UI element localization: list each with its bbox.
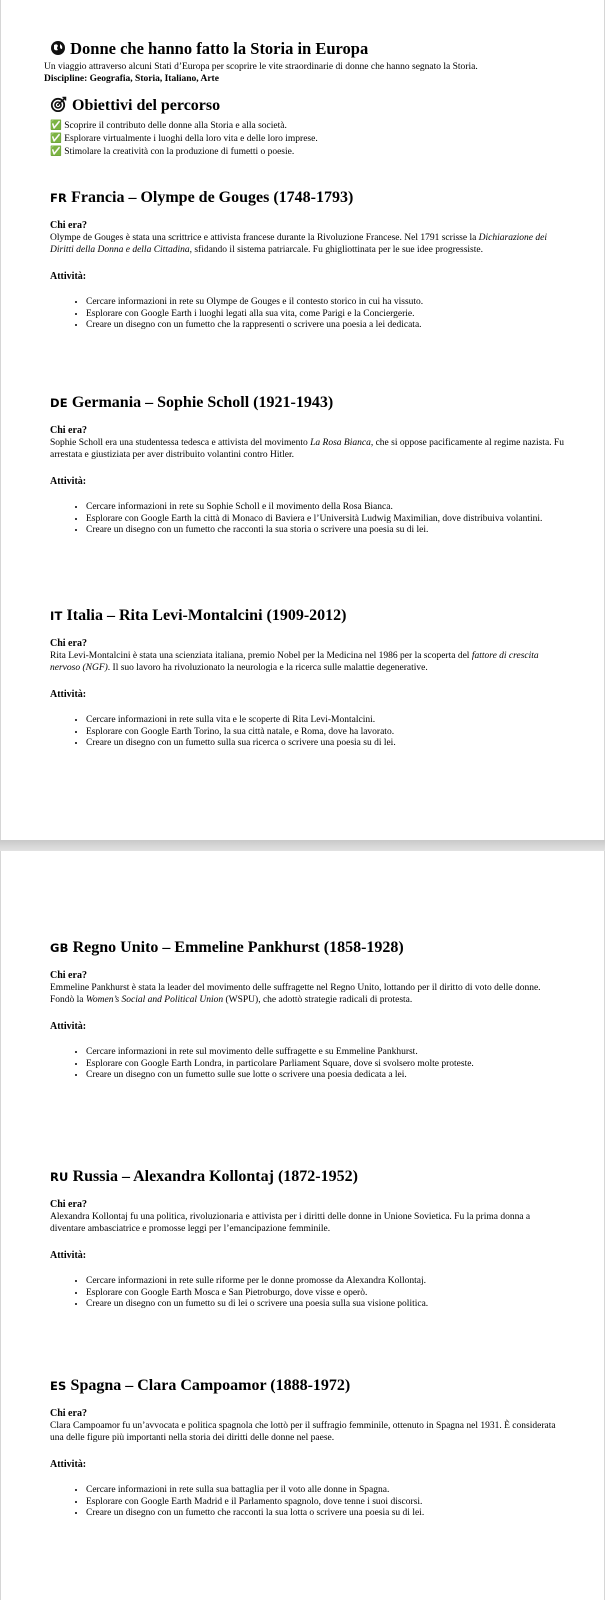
activity-item: • Cercare informazioni in rete sulla vita e le scoperte di Rita Levi-Montalcini. — [86, 715, 564, 727]
activities-list — [50, 502, 564, 537]
activities-label: Attività: — [50, 1250, 87, 1261]
page-title — [50, 39, 564, 60]
bio-text — [50, 437, 564, 461]
activity-item: • Creare un disegno con un fumetto su di lei o scrivere una poesia sulla sua visione politica. — [86, 1299, 564, 1311]
who-label: Chi era? — [50, 638, 87, 649]
country-code: FR — [50, 191, 68, 205]
section-title-text: Francia – Olympe de Gouges (1748-1793) — [71, 189, 354, 206]
section-title — [50, 1167, 564, 1187]
activity-item: • Creare un disegno con un fumetto che racconti la sua lotta o scrivere una poesia su di lei. — [86, 1508, 564, 1520]
section-russia — [50, 1167, 564, 1311]
activities-label: Attività: — [50, 476, 87, 487]
bio-text-part: , che si oppose pacificamente al regime nazista. Fu arrestata e giustiziata per aver distribuito volantini contro Hitler. — [50, 438, 564, 460]
activities-list — [50, 297, 564, 332]
section-italy — [50, 606, 564, 750]
activities-list — [50, 1047, 564, 1082]
document-page-2 — [0, 851, 605, 1600]
country-code: RU — [50, 1170, 69, 1184]
document-header — [44, 39, 564, 85]
bio-text-part: Rita Levi-Montalcini è stata una scienziata italiana, premio Nobel per la Medicina nel 1986 per la scoperta del — [50, 651, 472, 661]
activity-item: • Esplorare con Google Earth Madrid e il Parlamento spagnolo, dove tenne i suoi discorsi. — [86, 1497, 564, 1509]
section-united-kingdom — [50, 938, 564, 1082]
activities-label: Attività: — [50, 1459, 87, 1470]
bio-text — [50, 650, 564, 674]
activity-item: • Esplorare con Google Earth la città di Monaco di Baviera e l’Università Ludwig Maximilian, dove distribuiva volantini. — [86, 514, 564, 526]
bio-text — [50, 1420, 564, 1444]
objective-item: ✅ Stimolare la creatività con la produzione di fumetti o poesie. — [50, 147, 295, 157]
section-title-text: Regno Unito – Emmeline Pankhurst (1858-1928) — [72, 939, 404, 956]
bio-text-part: Olympe de Gouges è stata una scrittrice e attivista francese durante la Rivoluzione Francese. Nel 1791 scrisse la — [50, 233, 479, 243]
who-label: Chi era? — [50, 220, 87, 231]
objective-item: ✅ Scoprire il contributo delle donne alla Storia e alla società. — [50, 121, 287, 131]
activities-label: Attività: — [50, 1021, 87, 1032]
section-title — [50, 606, 564, 626]
activities-list — [50, 1276, 564, 1311]
who-label: Chi era? — [50, 1199, 87, 1210]
activity-item: • Cercare informazioni in rete sulle riforme per le donne promosse da Alexandra Kollontaj. — [86, 1276, 564, 1288]
section-title — [50, 188, 564, 208]
activity-item: • Cercare informazioni in rete su Sophie Scholl e il movimento della Rosa Bianca. — [86, 502, 564, 514]
bio-text-part: Emmeline Pankhurst è stata la leader del movimento delle suffragette nel Regno Unito, lottando per il diritto di voto delle donne. Fondò la — [50, 983, 541, 1005]
section-title-text: Italia – Rita Levi-Montalcini (1909-2012) — [66, 607, 347, 624]
section-title — [50, 1376, 564, 1396]
objective-item: ✅ Esplorare virtualmente i luoghi della loro vita e delle loro imprese. — [50, 134, 318, 144]
bio-text-part: Clara Campoamor fu un’avvocata e politica spagnola che lottò per il suffragio femminile, ottenuto in Spagna nel 1931. È considerata una delle figure più importanti nella storia dei diritti delle donne nel paese. — [50, 1421, 556, 1443]
section-title — [50, 938, 564, 958]
activity-item: • Creare un disegno con un fumetto sulle sue lotte o scrivere una poesia dedicata a lei. — [86, 1070, 564, 1082]
activities-list — [50, 715, 564, 750]
bio-text-italic: Dichiarazione dei Diritti della Donna e della Cittadina — [50, 233, 548, 255]
intro-text: Un viaggio attraverso alcuni Stati d’Europa per scoprire le vite straordinarie di donne che hanno segnato la Storia. — [44, 62, 478, 72]
section-germany — [50, 393, 564, 537]
bio-text-part: , sfidando il sistema patriarcale. Fu ghigliottinata per le sue idee progressiste. — [189, 245, 483, 255]
country-code: IT — [50, 609, 63, 623]
objectives-title-text: Obiettivi del percorso — [72, 97, 221, 114]
bio-text-part: . Il suo lavoro ha rivoluzionato la neurologia e la ricerca sulle malattie degenerative. — [107, 663, 428, 673]
country-code: ES — [50, 1379, 67, 1393]
section-title-text: Spagna – Clara Campoamor (1888-1972) — [70, 1377, 351, 1394]
bio-text-italic: La Rosa Bianca — [310, 438, 371, 448]
globe-icon — [50, 40, 66, 60]
bio-text — [50, 982, 564, 1006]
who-label: Chi era? — [50, 1408, 87, 1419]
objectives-list — [50, 120, 564, 159]
activity-item: • Cercare informazioni in rete su Olympe de Gouges e il contesto storico in cui ha vissuto. — [86, 297, 564, 309]
activity-item: • Esplorare con Google Earth i luoghi legati alla sua vita, come Parigi e la Conciergerie. — [86, 309, 564, 321]
bio-text-italic: Women’s Social and Political Union — [85, 995, 224, 1005]
activities-label: Attività: — [50, 271, 87, 282]
activity-item: • Cercare informazioni in rete sul movimento delle suffragette e su Emmeline Pankhurst. — [86, 1047, 564, 1059]
objectives-title — [50, 96, 564, 117]
bio-text — [50, 232, 564, 256]
bio-text-part: Alexandra Kollontaj fu una politica, rivoluzionaria e attivista per i diritti delle donne in Unione Sovietica. Fu la prima donna a diventare ambasciatrice e promosse leggi per l’emancipazione femminile. — [50, 1212, 531, 1234]
objectives-block — [50, 96, 564, 159]
bio-text — [50, 1211, 564, 1235]
who-label: Chi era? — [50, 970, 87, 981]
activity-item: • Creare un disegno con un fumetto sulla sua ricerca o scrivere una poesia su di lei. — [86, 738, 564, 750]
target-icon — [50, 96, 68, 117]
bio-text-part: (WSPU), che adottò strategie radicali di protesta. — [223, 995, 413, 1005]
activities-list — [50, 1485, 564, 1520]
activity-item: • Esplorare con Google Earth Mosca e San Pietroburgo, dove visse e operò. — [86, 1288, 564, 1300]
activity-item: • Cercare informazioni in rete sulla sua battaglia per il voto alle donne in Spagna. — [86, 1485, 564, 1497]
section-spain — [50, 1376, 564, 1520]
disciplines-text: Discipline: Geografia, Storia, Italiano, Arte — [44, 73, 219, 84]
activity-item: • Esplorare con Google Earth Londra, in particolare Parliament Square, dove si svolsero molte proteste. — [86, 1059, 564, 1071]
activities-label: Attività: — [50, 689, 87, 700]
section-title — [50, 393, 564, 413]
who-label: Chi era? — [50, 425, 87, 436]
section-title-text: Russia – Alexandra Kollontaj (1872-1952) — [72, 1168, 358, 1185]
bio-text-part: Sophie Scholl era una studentessa tedesca e attivista del movimento — [50, 438, 311, 448]
country-code: DE — [50, 396, 68, 410]
activity-item: • Esplorare con Google Earth Torino, la sua città natale, e Roma, dove ha lavorato. — [86, 727, 564, 739]
section-title-text: Germania – Sophie Scholl (1921-1943) — [71, 394, 334, 411]
section-france — [50, 188, 564, 332]
title-text: Donne che hanno fatto la Storia in Europa — [70, 39, 369, 58]
bio-text-italic: fattore di crescita nervoso (NGF) — [50, 651, 539, 673]
activity-item: • Creare un disegno con un fumetto che racconti la sua storia o scrivere una poesia su di lei. — [86, 525, 564, 537]
activity-item: • Creare un disegno con un fumetto che la rappresenti o scrivere una poesia a lei dedicata. — [86, 320, 564, 332]
country-code: GB — [50, 941, 69, 955]
page-separator — [0, 840, 605, 851]
